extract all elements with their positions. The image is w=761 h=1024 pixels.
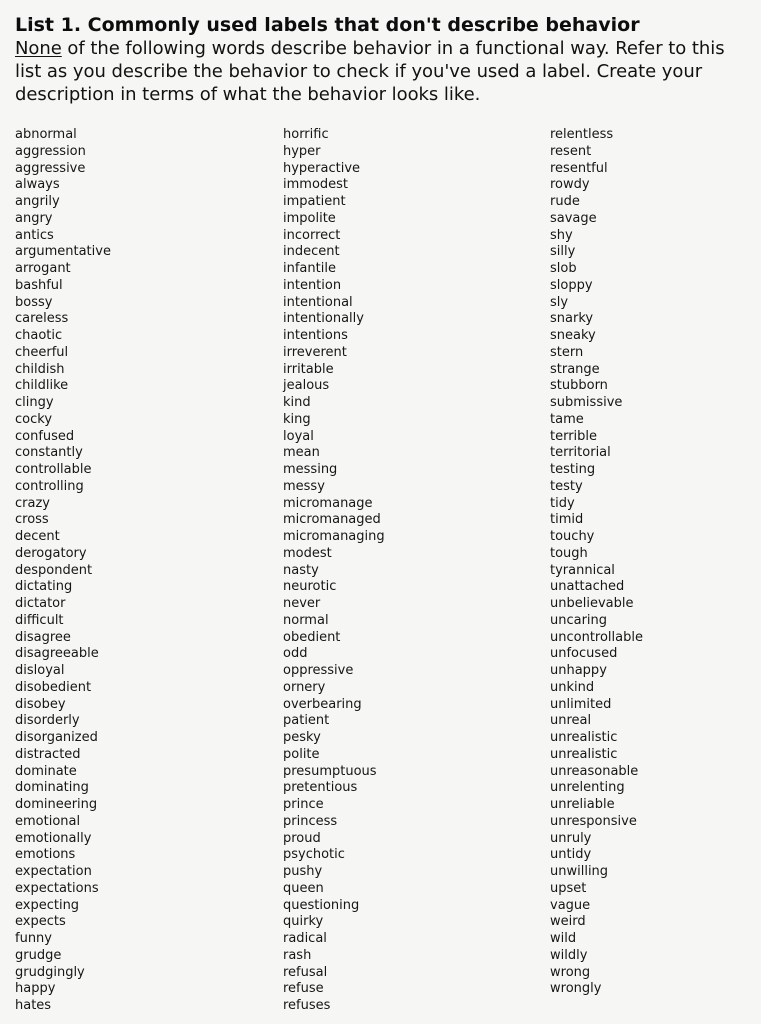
label-word: never xyxy=(283,596,321,611)
label-word: testy xyxy=(550,478,583,494)
label-word: distracted xyxy=(15,746,81,762)
label-word: tyrannical xyxy=(550,562,615,578)
label-word: intention xyxy=(283,277,342,293)
label-word: impatient xyxy=(283,194,346,209)
list-instructions xyxy=(15,37,750,106)
label-word: childlike xyxy=(15,378,69,394)
label-word: difficult xyxy=(15,612,64,628)
label-word: snarky xyxy=(550,311,594,327)
label-word: aggression xyxy=(15,143,86,159)
label-word: unresponsive xyxy=(550,813,637,829)
label-word: neurotic xyxy=(283,579,337,595)
label-word: unruly xyxy=(550,830,592,846)
label-word: grudgingly xyxy=(15,964,85,980)
label-word: uncaring xyxy=(550,612,608,628)
emphasized-word: None xyxy=(15,38,62,59)
label-word: tame xyxy=(550,411,584,427)
label-word: always xyxy=(15,177,60,193)
label-word: cheerful xyxy=(15,344,69,360)
label-word: disloyal xyxy=(15,663,65,678)
label-word: weird xyxy=(550,914,586,930)
label-word: controlling xyxy=(15,478,84,494)
document-heading xyxy=(15,13,750,106)
label-word: wildly xyxy=(550,947,588,963)
label-word: dictator xyxy=(15,596,66,611)
label-word: loyal xyxy=(283,428,314,444)
label-word: rowdy xyxy=(550,177,590,193)
label-word: incorrect xyxy=(283,227,341,243)
label-word: wrong xyxy=(550,964,591,980)
label-word: rash xyxy=(283,947,312,963)
label-word: unfocused xyxy=(550,646,618,662)
label-word: expects xyxy=(15,914,66,930)
label-word: impolite xyxy=(283,210,336,226)
label-word: arrogant xyxy=(15,261,71,276)
label-word: constantly xyxy=(15,445,83,461)
label-word: princess xyxy=(283,813,338,829)
label-word: expectation xyxy=(15,864,92,879)
label-word: rude xyxy=(550,194,580,209)
label-word: immodest xyxy=(283,177,349,193)
label-word: micromanaging xyxy=(283,529,385,544)
label-word: hyper xyxy=(283,143,321,159)
label-word: prince xyxy=(283,797,324,812)
label-word: normal xyxy=(283,612,329,628)
label-word: nasty xyxy=(283,562,319,578)
label-word: slob xyxy=(550,261,577,276)
label-word: overbearing xyxy=(283,696,362,712)
label-word: childish xyxy=(15,361,65,377)
word-column-3 xyxy=(550,127,760,998)
label-word: decent xyxy=(15,529,60,544)
label-word: aggressive xyxy=(15,160,86,176)
label-word: happy xyxy=(15,981,56,997)
label-word: micromanaged xyxy=(283,512,381,528)
label-word: horrific xyxy=(283,127,329,142)
label-word: territorial xyxy=(550,445,611,461)
label-word: irreverent xyxy=(283,344,347,360)
label-word: oppressive xyxy=(283,663,354,678)
label-word: quirky xyxy=(283,914,324,930)
label-word: uncontrollable xyxy=(550,629,643,645)
label-word: silly xyxy=(550,244,576,260)
label-word: mean xyxy=(283,445,320,461)
label-word: expecting xyxy=(15,897,80,913)
label-word: expectations xyxy=(15,880,99,896)
label-word: resentful xyxy=(550,160,608,176)
label-word: irritable xyxy=(283,361,334,377)
label-word: sneaky xyxy=(550,328,596,343)
label-word: controllable xyxy=(15,462,92,477)
label-word: unattached xyxy=(550,579,625,595)
label-word: patient xyxy=(283,713,330,729)
label-word: pesky xyxy=(283,730,321,745)
label-word: polite xyxy=(283,746,320,762)
label-word: presumptuous xyxy=(283,763,377,779)
label-word: refuses xyxy=(283,998,331,1013)
label-word: pretentious xyxy=(283,780,358,796)
label-word: domineering xyxy=(15,797,98,812)
label-word: stubborn xyxy=(550,378,608,394)
label-word-columns xyxy=(0,127,761,1017)
label-word: timid xyxy=(550,512,584,528)
label-word: angrily xyxy=(15,194,60,209)
label-word: grudge xyxy=(15,947,62,963)
label-word: sloppy xyxy=(550,277,593,293)
label-word: odd xyxy=(283,646,308,662)
label-word: unreliable xyxy=(550,797,615,812)
label-word: wrongly xyxy=(550,981,602,997)
label-word: dominating xyxy=(15,780,89,796)
label-word: infantile xyxy=(283,261,336,276)
instructions-text: of the following words describe behavior in a functional way. Refer to this list as you describe the behavior to check if you've used a label. Create your description in terms of what the behavior looks like. xyxy=(15,38,725,105)
label-word: messing xyxy=(283,462,338,477)
label-word: messy xyxy=(283,478,325,494)
label-word: terrible xyxy=(550,428,598,444)
label-word: bashful xyxy=(15,277,63,293)
label-word: psychotic xyxy=(283,847,345,863)
label-word: disorderly xyxy=(15,713,80,729)
label-word: modest xyxy=(283,545,332,561)
label-word: testing xyxy=(550,462,596,477)
label-word: unrealistic xyxy=(550,746,618,762)
label-word: resent xyxy=(550,143,592,159)
label-word: abnormal xyxy=(15,127,77,142)
label-word: wild xyxy=(550,931,577,946)
label-word: emotional xyxy=(15,813,81,829)
label-word: unhappy xyxy=(550,663,607,678)
label-word: disorganized xyxy=(15,730,98,745)
label-word: ornery xyxy=(283,679,326,695)
label-word: antics xyxy=(15,227,54,243)
label-word: strange xyxy=(550,361,600,377)
label-word: disobedient xyxy=(15,679,92,695)
label-word: unreal xyxy=(550,713,592,729)
label-word: angry xyxy=(15,210,53,226)
label-word: careless xyxy=(15,311,69,327)
label-word: questioning xyxy=(283,897,360,913)
label-word: tough xyxy=(550,545,588,561)
label-word: unreasonable xyxy=(550,763,639,779)
label-word: crazy xyxy=(15,495,50,511)
label-word: upset xyxy=(550,880,587,896)
label-word: unkind xyxy=(550,679,595,695)
label-word: pushy xyxy=(283,864,323,879)
label-word: dictating xyxy=(15,579,73,595)
label-word: hates xyxy=(15,998,52,1013)
label-word: dominate xyxy=(15,763,77,779)
label-word: touchy xyxy=(550,529,595,544)
label-word: radical xyxy=(283,931,327,946)
label-word: disagree xyxy=(15,629,71,645)
label-word: unrealistic xyxy=(550,730,618,745)
label-word: unwilling xyxy=(550,864,609,879)
label-word: emotionally xyxy=(15,830,92,846)
label-word: vague xyxy=(550,897,591,913)
label-word: emotions xyxy=(15,847,76,863)
list-title: List 1. Commonly used labels that don't describe behavior xyxy=(15,14,640,36)
label-word: micromanage xyxy=(283,495,373,511)
label-word: tidy xyxy=(550,495,575,511)
label-word: chaotic xyxy=(15,328,63,343)
label-word: despondent xyxy=(15,562,93,578)
label-word: argumentative xyxy=(15,244,111,260)
label-word: unbelievable xyxy=(550,596,634,611)
label-word: untidy xyxy=(550,847,592,863)
label-word: derogatory xyxy=(15,545,87,561)
label-word: relentless xyxy=(550,127,614,142)
label-word: cocky xyxy=(15,411,53,427)
label-word: refuse xyxy=(283,981,324,997)
label-word: unlimited xyxy=(550,696,612,712)
label-word: proud xyxy=(283,830,321,846)
label-word: hyperactive xyxy=(283,160,361,176)
label-word: sly xyxy=(550,294,569,310)
label-word: queen xyxy=(283,880,324,896)
label-word: intentional xyxy=(283,294,353,310)
label-word: bossy xyxy=(15,294,53,310)
label-word: obedient xyxy=(283,629,341,645)
label-word: submissive xyxy=(550,395,623,410)
label-word: king xyxy=(283,411,311,427)
label-word: kind xyxy=(283,395,311,410)
label-word: indecent xyxy=(283,244,340,260)
label-word: savage xyxy=(550,210,597,226)
label-word: funny xyxy=(15,931,52,946)
word-column-2 xyxy=(283,127,493,1015)
label-word: disobey xyxy=(15,696,66,712)
label-word: stern xyxy=(550,344,584,360)
word-column-1 xyxy=(15,127,225,1015)
label-word: cross xyxy=(15,512,49,528)
label-word: disagreeable xyxy=(15,646,99,662)
label-word: jealous xyxy=(283,378,330,394)
label-word: refusal xyxy=(283,964,328,980)
label-word: intentionally xyxy=(283,311,364,327)
label-word: intentions xyxy=(283,328,348,343)
label-word: unrelenting xyxy=(550,780,625,796)
label-word: clingy xyxy=(15,395,54,410)
label-word: confused xyxy=(15,428,75,444)
label-word: shy xyxy=(550,227,573,243)
